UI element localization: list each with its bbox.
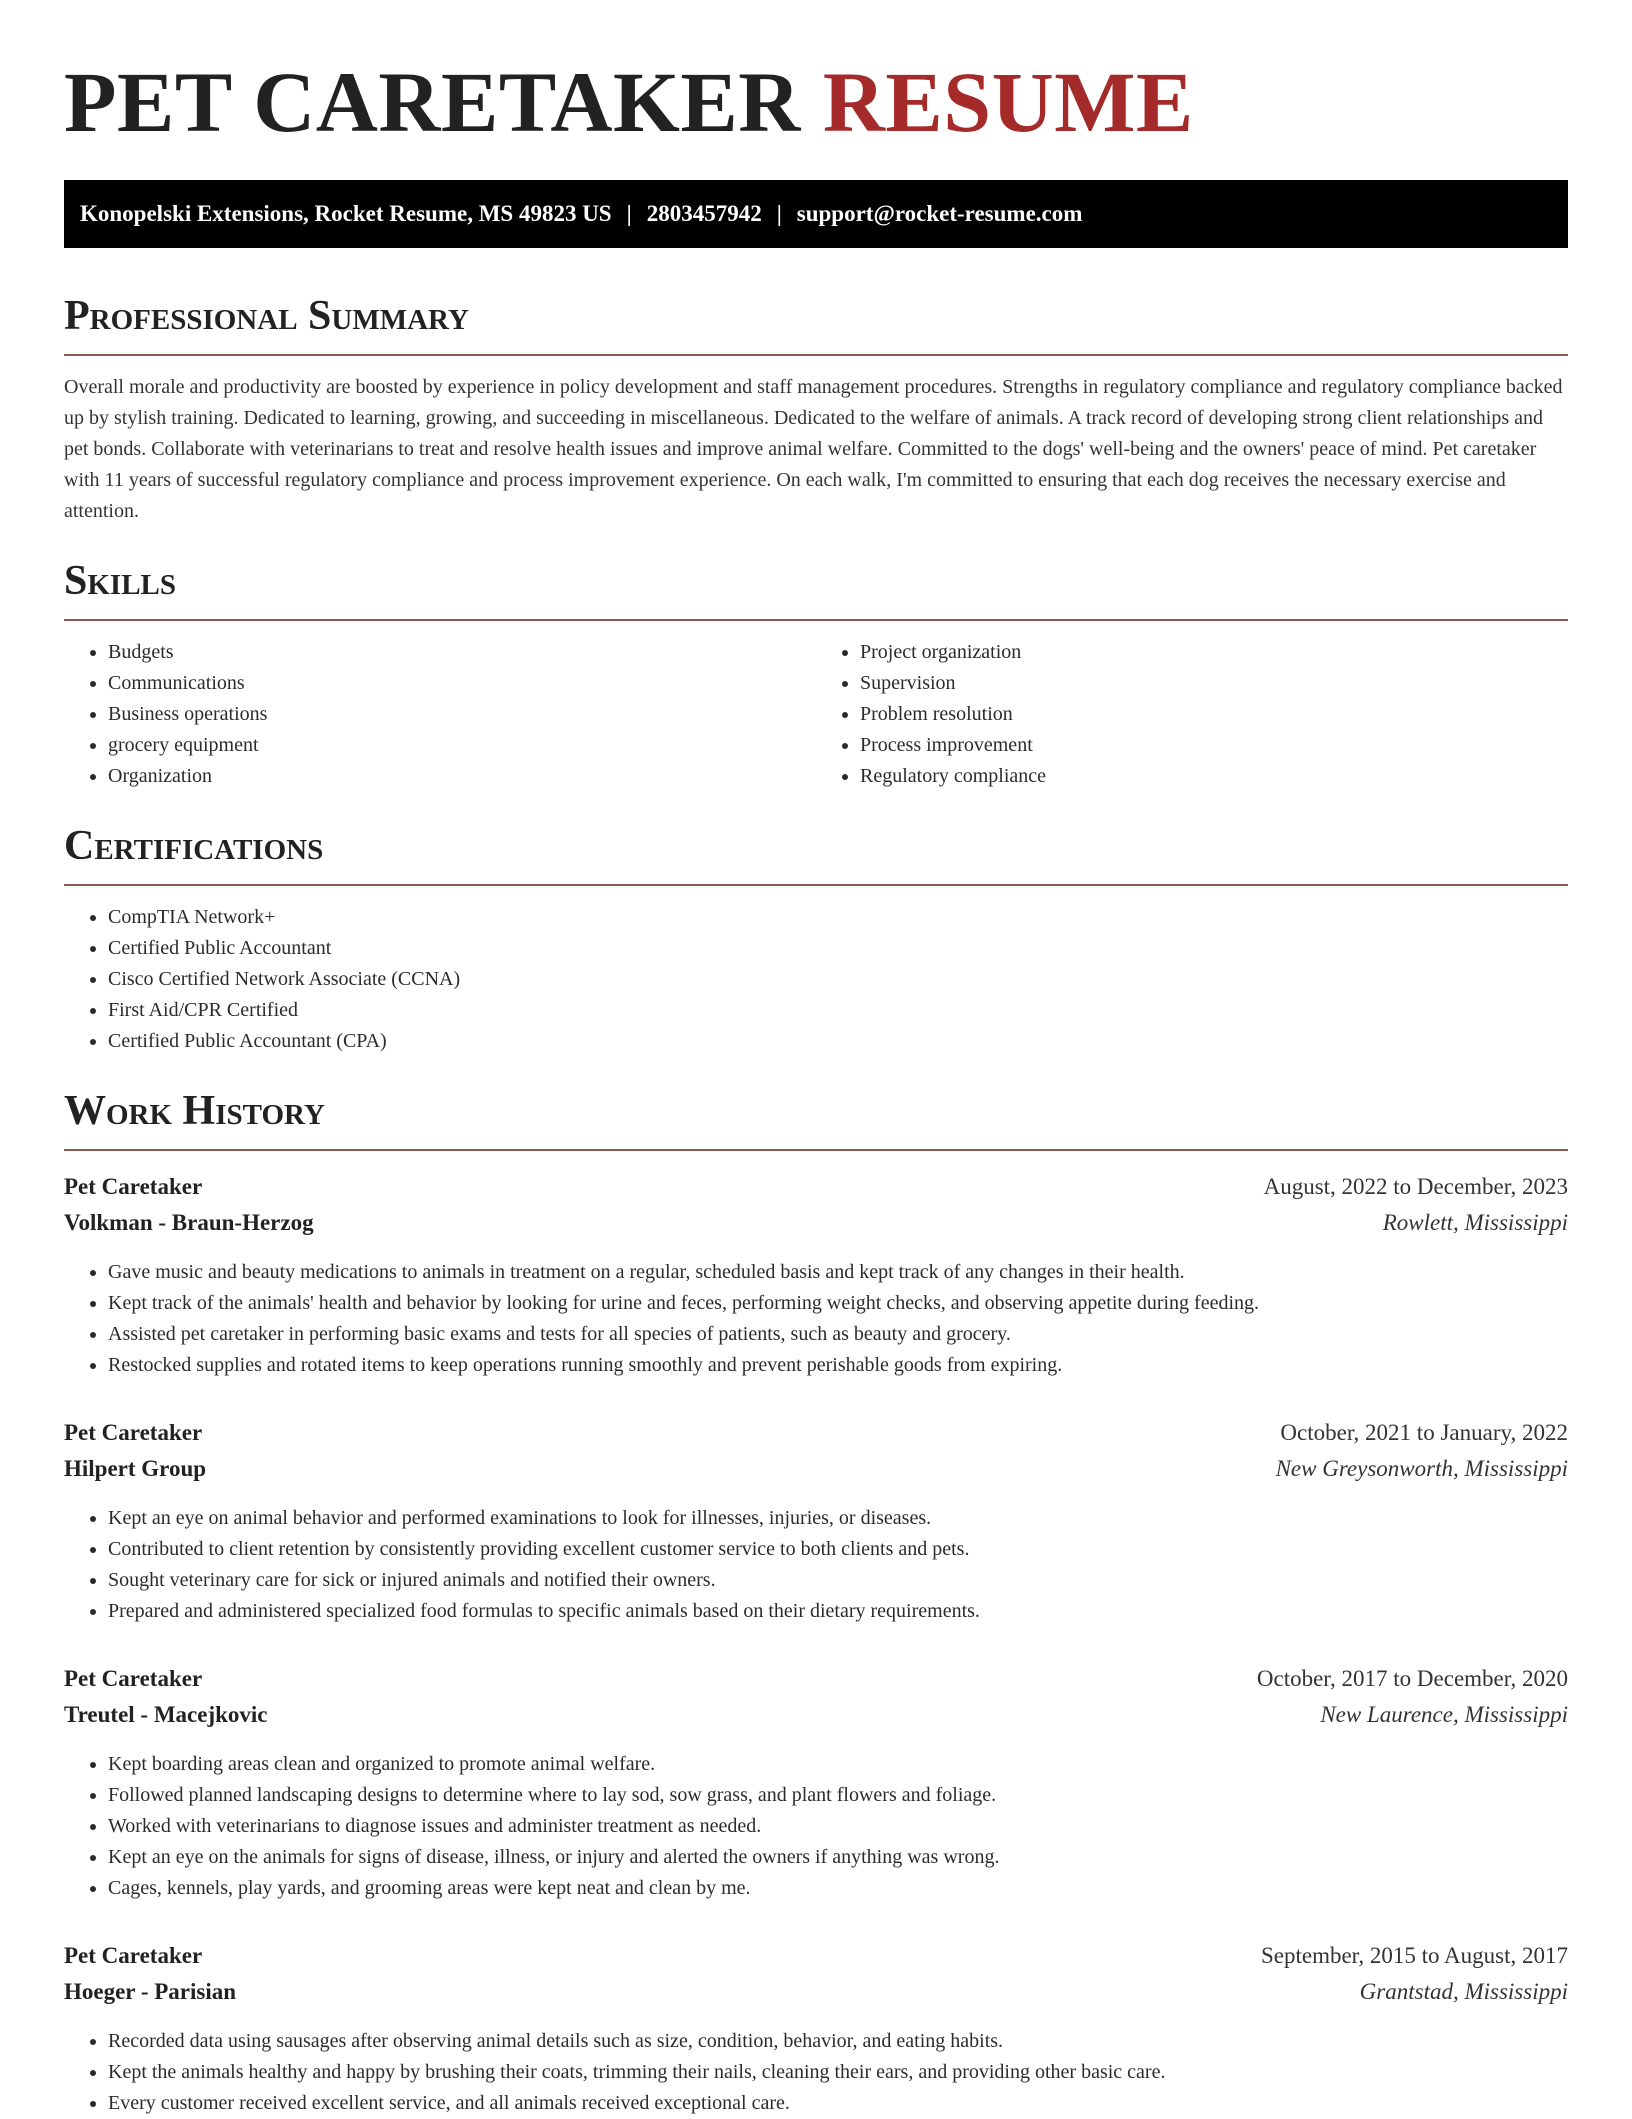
job-duties-list	[64, 1503, 1568, 1627]
contact-bar	[64, 180, 1568, 248]
section-heading-summary: Professional Summary	[64, 288, 1568, 356]
work-history-section	[64, 1083, 1568, 2119]
job-company-row	[64, 1451, 1568, 1487]
job-company-row	[64, 1205, 1568, 1241]
job-location: New Laurence, Mississippi	[1320, 1702, 1568, 1727]
job-duty: • Recorded data using sausages after observing animal details such as size, condition, behavior, and eating habits.	[108, 2026, 1568, 2057]
job-location: Grantstad, Mississippi	[1359, 1979, 1568, 2004]
job-duty: • Kept the animals healthy and happy by brushing their coats, trimming their nails, cleaning their ears, and providing other basic care.	[108, 2057, 1568, 2088]
job-location: New Greysonworth, Mississippi	[1275, 1456, 1568, 1481]
skill-item: • Problem resolution	[860, 699, 1568, 730]
certifications-list	[64, 902, 1568, 1057]
job-duty: • Every customer received excellent service, and all animals received exceptional care.	[108, 2088, 1568, 2119]
skill-item: • Communications	[108, 668, 816, 699]
summary-section	[64, 288, 1568, 527]
skills-grid	[64, 637, 1568, 792]
contact-address: Konopelski Extensions, Rocket Resume, MS 49823 US	[80, 201, 612, 226]
title-main: PET CARETAKER	[64, 54, 801, 150]
title-accent: RESUME	[822, 54, 1194, 150]
job-duty: • Kept an eye on the animals for signs of disease, illness, or injury and alerted the owners if anything was wrong.	[108, 1842, 1568, 1873]
job-company-row	[64, 1974, 1568, 2010]
job-company-row	[64, 1697, 1568, 1733]
job-duty: • Followed planned landscaping designs to determine where to lay sod, sow grass, and plant flowers and foliage.	[108, 1780, 1568, 1811]
job-entry	[64, 1661, 1568, 1904]
skill-item: • Organization	[108, 761, 816, 792]
job-header-row	[64, 1661, 1568, 1697]
job-duty: • Sought veterinary care for sick or injured animals and notified their owners.	[108, 1565, 1568, 1596]
section-heading-skills: Skills	[64, 553, 1568, 621]
skills-list-right	[816, 637, 1568, 792]
summary-text: Overall morale and productivity are boosted by experience in policy development and staff management procedures. Strengths in regulatory compliance and regulatory compliance backed up by stylish training. Dedicated to learning, growing, and succeeding in miscellaneous. Dedicated to the welfare of animals. A track record of developing strong client relationships and pet bonds. Collaborate with veterinarians to treat and resolve health issues and improve animal welfare. Committed to the dogs' well-being and the owners' peace of mind. Pet caretaker with 11 years of successful regulatory compliance and process improvement experience. On each walk, I'm committed to ensuring that each dog receives the necessary exercise and attention.	[64, 376, 1563, 522]
certification-item: • Certified Public Accountant	[108, 933, 1568, 964]
job-company: Treutel - Macejkovic	[64, 1702, 268, 1727]
certification-item: • Certified Public Accountant (CPA)	[108, 1026, 1568, 1057]
certifications-section	[64, 818, 1568, 1057]
job-duty: • Kept track of the animals' health and behavior by looking for urine and feces, performing weight checks, and observing appetite during feeding.	[108, 1288, 1568, 1319]
job-duty: • Contributed to client retention by consistently providing excellent customer service to both clients and pets.	[108, 1534, 1568, 1565]
contact-separator: |	[776, 201, 782, 226]
job-duty: • Prepared and administered specialized food formulas to specific animals based on their dietary requirements.	[108, 1596, 1568, 1627]
job-duty: • Cages, kennels, play yards, and grooming areas were kept neat and clean by me.	[108, 1873, 1568, 1904]
job-title: Pet Caretaker	[64, 1943, 203, 1968]
contact-email[interactable]: support@rocket-resume.com	[796, 201, 1083, 226]
skills-section	[64, 553, 1568, 792]
skill-item: • Business operations	[108, 699, 816, 730]
job-duties-list	[64, 1749, 1568, 1904]
job-dates: September, 2015 to August, 2017	[1260, 1943, 1568, 1968]
job-company: Hoeger - Parisian	[64, 1979, 237, 2004]
job-duty: • Restocked supplies and rotated items to keep operations running smoothly and prevent perishable goods from expiring.	[108, 1350, 1568, 1381]
job-header-row	[64, 1415, 1568, 1451]
job-header-row	[64, 1938, 1568, 1974]
job-duty: • Kept an eye on animal behavior and performed examinations to look for illnesses, injuries, or diseases.	[108, 1503, 1568, 1534]
job-duties-list	[64, 1257, 1568, 1381]
job-entry	[64, 1938, 1568, 2119]
job-entry	[64, 1415, 1568, 1627]
job-entry	[64, 1169, 1568, 1381]
certification-item: • First Aid/CPR Certified	[108, 995, 1568, 1026]
job-duty: • Gave music and beauty medications to animals in treatment on a regular, scheduled basis and kept track of any changes in their health.	[108, 1257, 1568, 1288]
job-dates: October, 2021 to January, 2022	[1280, 1420, 1568, 1445]
job-title: Pet Caretaker	[64, 1174, 203, 1199]
skill-item: • Process improvement	[860, 730, 1568, 761]
job-title: Pet Caretaker	[64, 1420, 203, 1445]
skills-list-left	[64, 637, 816, 792]
resume-title	[64, 52, 1568, 152]
section-heading-certifications: Certifications	[64, 818, 1568, 886]
job-header-row	[64, 1169, 1568, 1205]
skill-item: • Regulatory compliance	[860, 761, 1568, 792]
certification-item: • Cisco Certified Network Associate (CCNA)	[108, 964, 1568, 995]
skill-item: • grocery equipment	[108, 730, 816, 761]
job-location: Rowlett, Mississippi	[1382, 1210, 1568, 1235]
job-title: Pet Caretaker	[64, 1666, 203, 1691]
job-company: Volkman - Braun-Herzog	[64, 1210, 314, 1235]
job-duty: • Worked with veterinarians to diagnose issues and administer treatment as needed.	[108, 1811, 1568, 1842]
skill-item: • Project organization	[860, 637, 1568, 668]
job-duty: • Assisted pet caretaker in performing basic exams and tests for all species of patients, such as beauty and grocery.	[108, 1319, 1568, 1350]
job-duties-list	[64, 2026, 1568, 2119]
skill-item: • Budgets	[108, 637, 816, 668]
certification-item: • CompTIA Network+	[108, 902, 1568, 933]
section-heading-work-history: Work History	[64, 1083, 1568, 1151]
job-duty: • Kept boarding areas clean and organized to promote animal welfare.	[108, 1749, 1568, 1780]
job-company: Hilpert Group	[64, 1456, 207, 1481]
contact-separator: |	[626, 201, 632, 226]
contact-phone: 2803457942	[646, 201, 762, 226]
job-dates: October, 2017 to December, 2020	[1256, 1666, 1568, 1691]
skill-item: • Supervision	[860, 668, 1568, 699]
job-dates: August, 2022 to December, 2023	[1263, 1174, 1568, 1199]
